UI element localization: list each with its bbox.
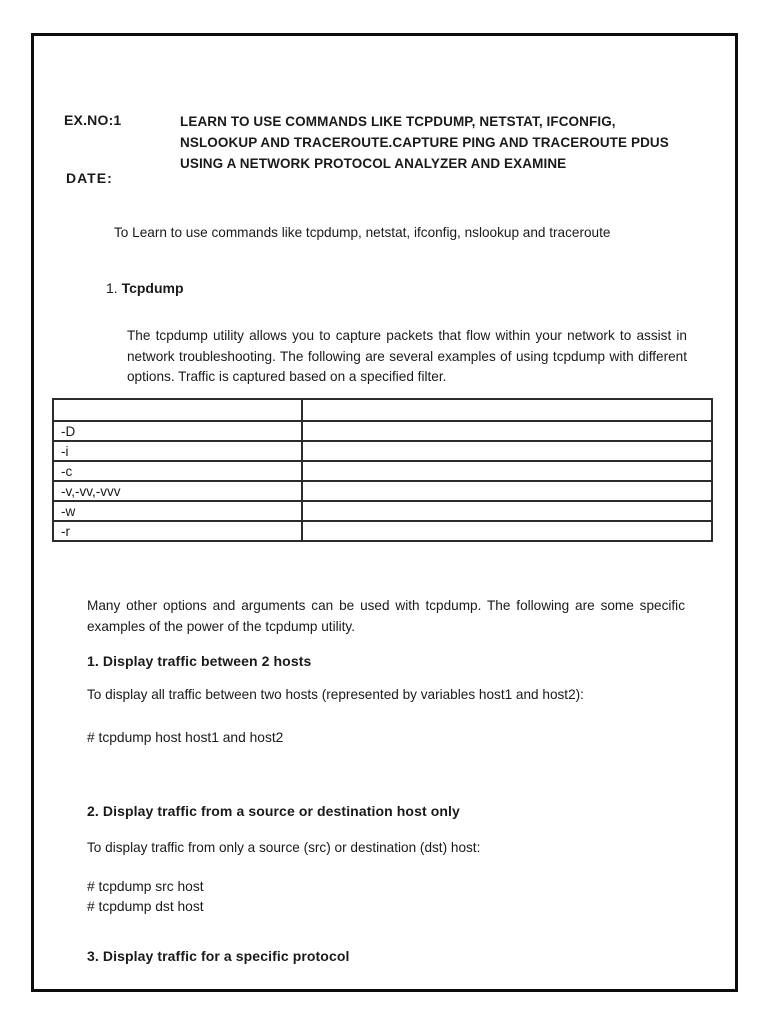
option-cell: -D (53, 421, 302, 441)
example-2-description: To display traffic from only a source (src) or destination (dst) host: (87, 840, 481, 855)
exercise-title-line: USING A NETWORK PROTOCOL ANALYZER AND EXAMINE (180, 156, 567, 171)
aim-text: To Learn to use commands like tcpdump, netstat, ifconfig, nslookup and traceroute (114, 225, 611, 240)
option-cell: -r (53, 521, 302, 541)
table-header-row (53, 399, 712, 421)
description-cell (302, 399, 712, 421)
date-label: DATE: (66, 170, 113, 186)
section-1-intro-paragraph: The tcpdump utility allows you to capture packets that flow within your network to assist in network troubleshooting. The following are several examples of using tcpdump with different options. Traffic is captured based on a specified filter. (127, 328, 687, 384)
example-2-commands (87, 877, 204, 916)
example-2-heading: 2. Display traffic from a source or destination host only (87, 803, 460, 819)
exercise-title-line: LEARN TO USE COMMANDS LIKE TCPDUMP, NETSTAT, IFCONFIG, (180, 114, 616, 129)
table-row (53, 441, 712, 461)
option-cell: -c (53, 461, 302, 481)
option-cell (53, 399, 302, 421)
table-row (53, 501, 712, 521)
exercise-number: EX.NO:1 (64, 112, 122, 128)
description-cell (302, 441, 712, 461)
table-row (53, 521, 712, 541)
example-1-command-line: # tcpdump host host1 and host2 (87, 730, 284, 745)
table-row (53, 481, 712, 501)
tcpdump-options-table (52, 398, 713, 542)
description-cell (302, 521, 712, 541)
option-cell: -v,-vv,-vvv (53, 481, 302, 501)
exercise-title (180, 111, 669, 174)
description-cell (302, 461, 712, 481)
table-row (53, 421, 712, 441)
option-cell: -w (53, 501, 302, 521)
section-1-number: 1. (106, 280, 118, 296)
description-cell (302, 421, 712, 441)
example-1-heading: 1. Display traffic between 2 hosts (87, 653, 312, 669)
example-2-command-line: # tcpdump src host (87, 879, 204, 894)
document-page (31, 33, 738, 992)
description-cell (302, 481, 712, 501)
example-1-description: To display all traffic between two hosts (represented by variables host1 and host2): (87, 687, 584, 702)
example-2-command-line: # tcpdump dst host (87, 898, 204, 914)
description-cell (302, 501, 712, 521)
more-options-paragraph: Many other options and arguments can be used with tcpdump. The following are some specific examples of the power of the tcpdump utility. (87, 598, 685, 634)
section-1-heading (106, 280, 184, 296)
example-3-heading: 3. Display traffic for a specific protocol (87, 948, 350, 964)
exercise-title-line: NSLOOKUP AND TRACEROUTE.CAPTURE PING AND TRACEROUTE PDUS (180, 135, 669, 150)
section-1-title: Tcpdump (121, 280, 184, 296)
option-cell: -i (53, 441, 302, 461)
table-row (53, 461, 712, 481)
